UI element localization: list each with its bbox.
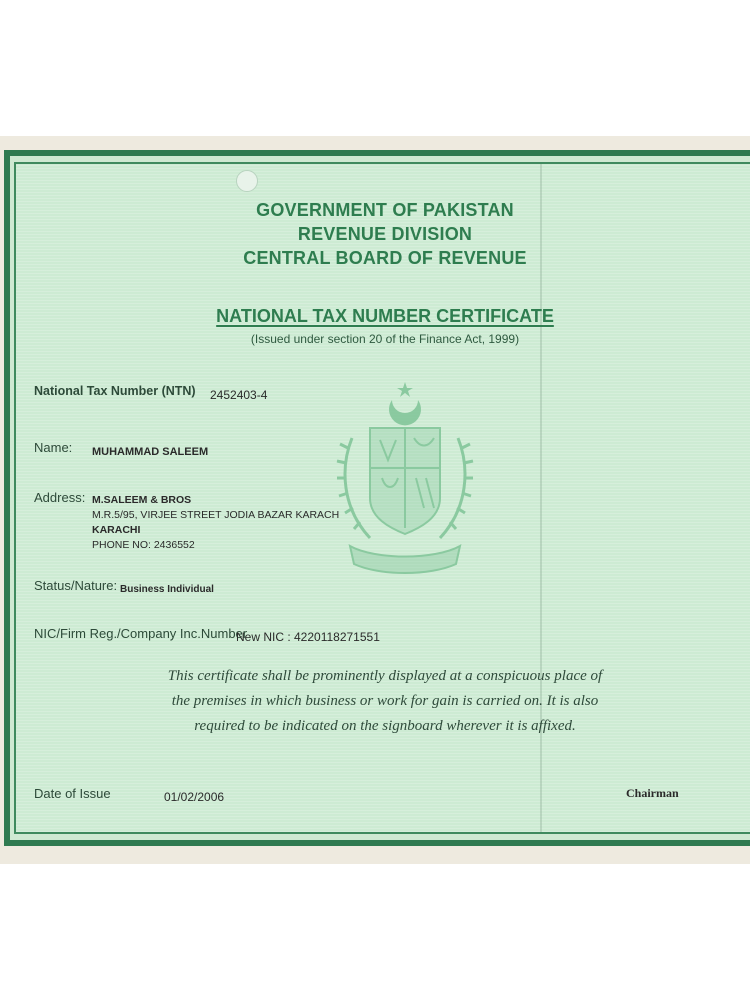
nic-value: New NIC : 4220118271551 — [236, 630, 380, 644]
address-line-1: M.SALEEM & BROS — [92, 494, 192, 506]
address-line-2: M.R.5/95, VIRJEE STREET JODIA BAZAR KARACH — [92, 509, 340, 521]
address-line-4: PHONE NO: 2436552 — [92, 539, 195, 551]
notice-line-3: required to be indicated on the signboard wherever it is affixed. — [194, 718, 576, 734]
ntn-value: 2452403-4 — [210, 388, 268, 402]
notice-line-1: This certificate shall be prominently displayed at a conspicuous place of — [167, 668, 603, 684]
display-notice — [150, 664, 620, 739]
address-line-3: KARACHI — [92, 524, 141, 536]
paper-bottom-strip — [0, 846, 750, 864]
date-of-issue-label: Date of Issue — [34, 786, 111, 801]
status-value: Business Individual — [120, 584, 214, 595]
status-label: Status/Nature: — [34, 578, 118, 593]
name-label: Name: — [34, 440, 73, 455]
certificate-subtitle: (Issued under section 20 of the Finance Act, 1999) — [250, 332, 520, 346]
name-value: MUHAMMAD SALEEM — [92, 446, 209, 458]
nic-label: NIC/Firm Reg./Company Inc.Number — [34, 626, 248, 641]
heading-central-board: CENTRAL BOARD OF REVENUE — [243, 248, 527, 268]
certificate-title: NATIONAL TAX NUMBER CERTIFICATE — [216, 306, 554, 326]
date-of-issue-value: 01/02/2006 — [164, 790, 225, 804]
notice-line-2: the premises in which business or work for gain is carried on. It is also — [171, 693, 599, 709]
chairman-signature-label: Chairman — [626, 786, 679, 800]
punch-hole — [236, 170, 258, 192]
state-emblem-watermark — [330, 378, 480, 578]
ntn-label: National Tax Number (NTN) — [34, 384, 196, 398]
address-label: Address: — [34, 490, 86, 505]
heading-government: GOVERNMENT OF PAKISTAN — [256, 200, 514, 220]
heading-revenue-division: REVENUE DIVISION — [297, 224, 473, 244]
